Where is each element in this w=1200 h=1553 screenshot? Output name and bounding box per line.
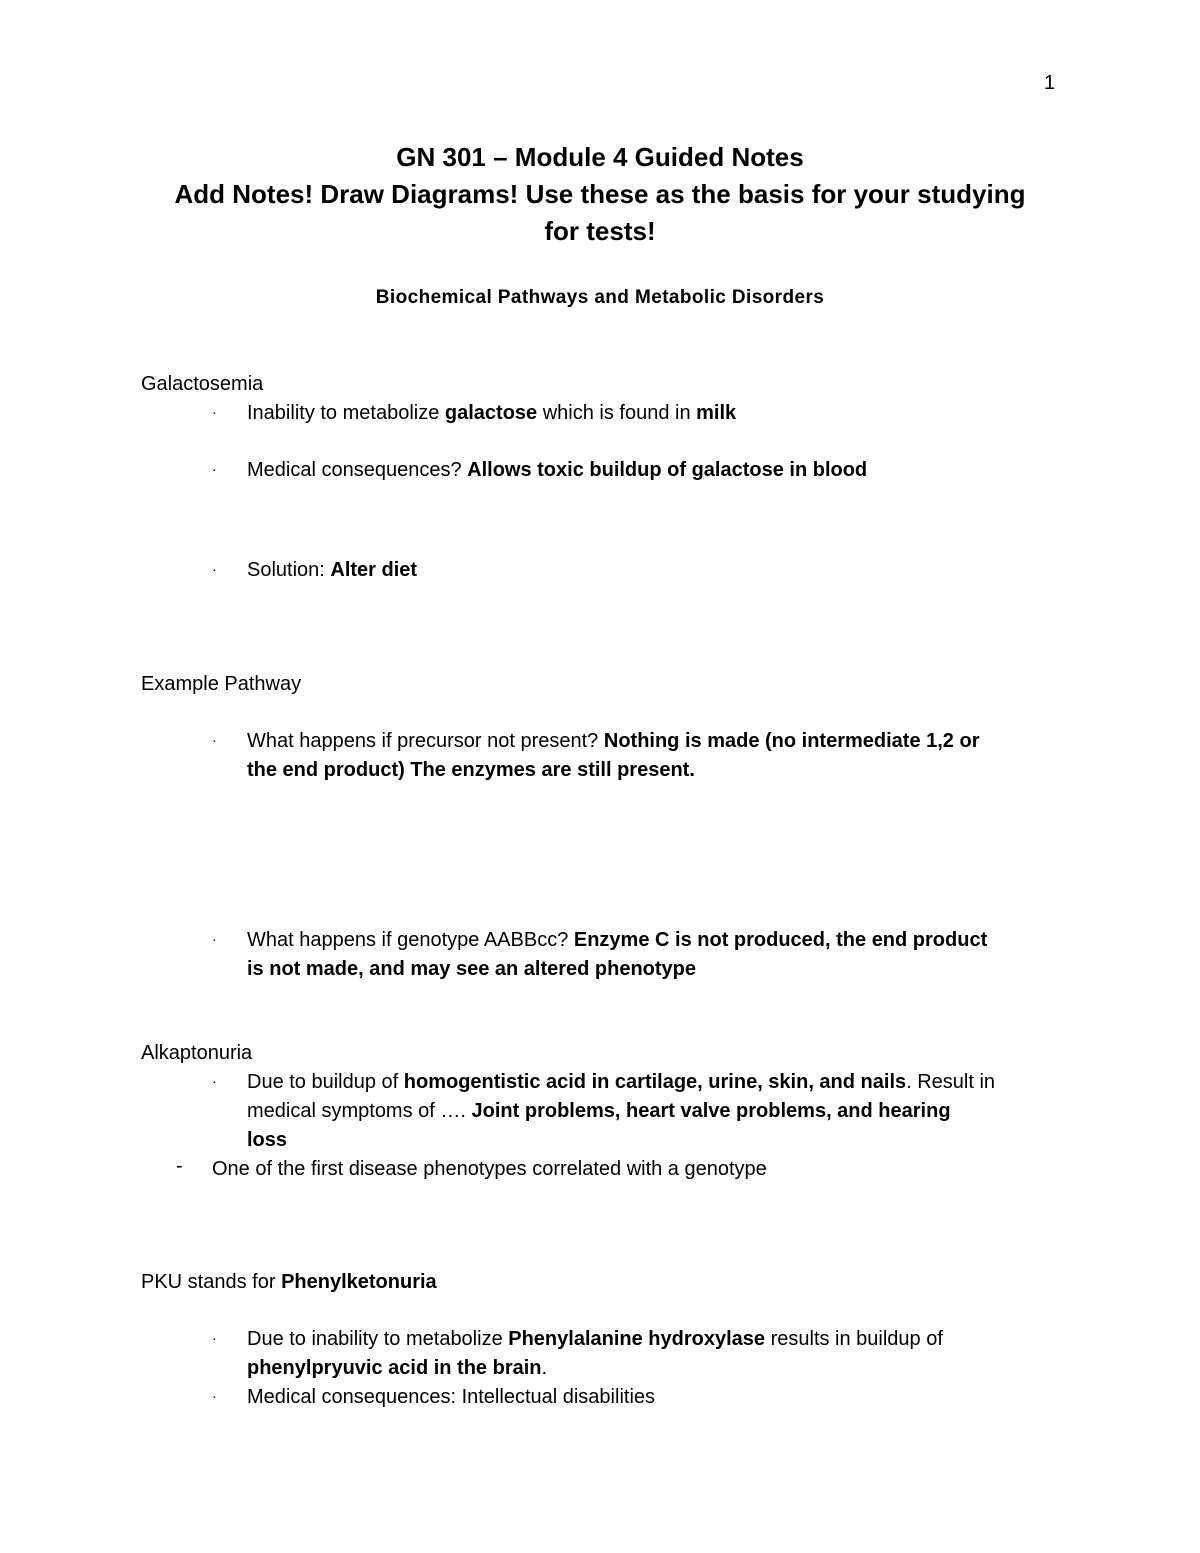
subtitle: Biochemical Pathways and Metabolic Disorders: [375, 287, 825, 308]
pathway-bullet-1-line-2: the end product) The enzymes are still present.: [247, 759, 695, 781]
title-line-3: for tests!: [544, 216, 656, 246]
bullet-marker: ·: [212, 461, 217, 477]
heading-example-pathway: Example Pathway: [141, 673, 302, 695]
bullet-marker: ·: [212, 1073, 217, 1089]
pathway-bullet-2-line-2: is not made, and may see an altered phenotype: [247, 958, 697, 980]
heading-galactosemia: Galactosemia: [141, 373, 264, 395]
bullet-marker: ·: [212, 931, 217, 947]
bullet-marker: ·: [212, 561, 217, 577]
title-line-1: GN 301 – Module 4 Guided Notes: [396, 142, 804, 172]
bullet-marker: ·: [212, 404, 217, 420]
bullet-marker: ·: [212, 1388, 217, 1404]
alkaptonuria-bullet-line-2: medical symptoms of …. Joint problems, heart valve problems, and hearing: [247, 1100, 951, 1122]
pathway-bullet-1-line-1: What happens if precursor not present? Nothing is made (no intermediate 1,2 or: [247, 730, 980, 752]
pku-bullet-1-line-2: phenylpryuvic acid in the brain.: [247, 1357, 548, 1379]
bullet-marker: ·: [212, 1330, 217, 1346]
pku-bullet-2: Medical consequences: Intellectual disabilities: [247, 1386, 656, 1408]
page-number: 1: [1044, 72, 1056, 94]
heading-pku: PKU stands for Phenylketonuria: [141, 1271, 437, 1293]
alkaptonuria-bullet-line-1: Due to buildup of homogentistic acid in cartilage, urine, skin, and nails. Result in: [247, 1071, 996, 1093]
alkaptonuria-bullet-line-3: loss: [247, 1129, 288, 1151]
dash-marker: -: [176, 1155, 183, 1177]
galactosemia-bullet-2: Medical consequences? Allows toxic buildup of galactose in blood: [247, 459, 868, 481]
pathway-bullet-2-line-1: What happens if genotype AABBcc? Enzyme C is not produced, the end product: [247, 929, 988, 951]
alkaptonuria-dash-item: One of the first disease phenotypes correlated with a genotype: [212, 1158, 767, 1180]
heading-alkaptonuria: Alkaptonuria: [141, 1042, 253, 1064]
galactosemia-bullet-3: Solution: Alter diet: [247, 559, 418, 581]
bullet-marker: ·: [212, 732, 217, 748]
title-line-2: Add Notes! Draw Diagrams! Use these as the basis for your studying: [174, 179, 1026, 209]
pku-bullet-1-line-1: Due to inability to metabolize Phenylalanine hydroxylase results in buildup of: [247, 1328, 943, 1350]
galactosemia-bullet-1: Inability to metabolize galactose which is found in milk: [247, 402, 737, 424]
